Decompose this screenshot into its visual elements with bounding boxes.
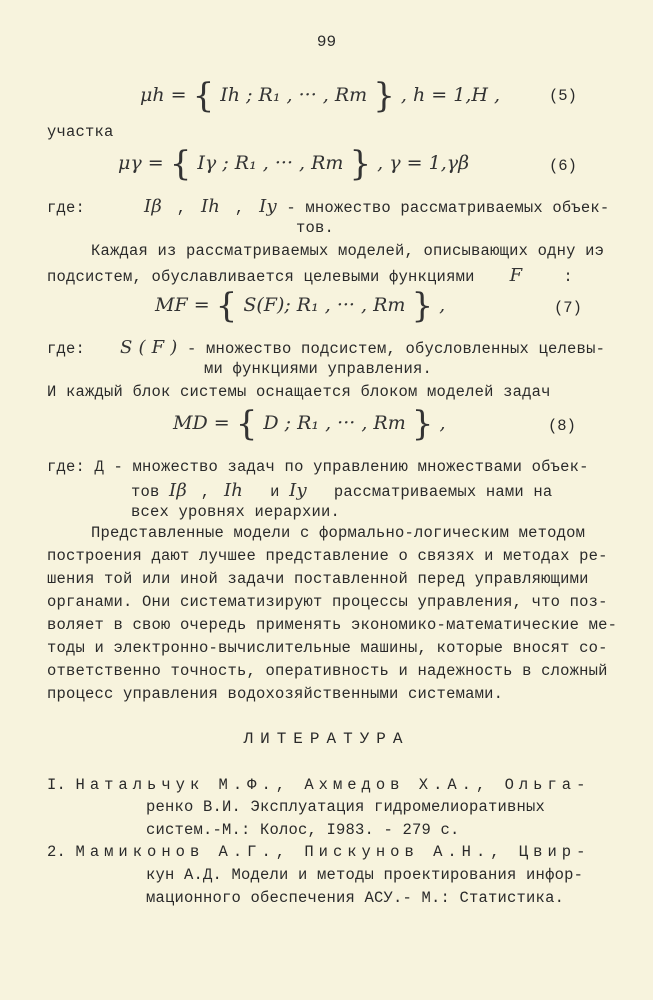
para2-line3: шения той или иной задачи поставленной перед управляющими: [47, 570, 589, 588]
where1-sym3: Iy: [259, 196, 277, 217]
ref2-line3: мационного обеспечения АСУ.- М.: Статистика.: [146, 889, 565, 907]
eq6-dots: , ··· ,: [262, 152, 306, 174]
para2-line7: ответственно точность, оперативность и надежность в сложный: [47, 662, 608, 680]
ref2-line2: кун А.Д. Модели и методы проектирования инфор-: [146, 866, 584, 884]
where3-tov: тов: [131, 483, 160, 501]
para2-line6: тоды и электронно-вычислительные машины, которые вносят со-: [47, 639, 608, 657]
eq5-tail: , h = 1,H ,: [400, 84, 501, 106]
eq8-lhs: MD: [173, 412, 208, 434]
where3-sym1: Iβ: [169, 480, 187, 501]
para2-line2: построения дают лучшее представление о связях и методах ре-: [47, 547, 608, 565]
eq7-open-brace: {: [215, 286, 238, 326]
where2-gde: где:: [47, 340, 86, 358]
block-line: И каждый блок системы оснащается блоком моделей задач: [47, 383, 551, 401]
eq6-lhs: μγ: [118, 152, 142, 174]
page-number: 99: [316, 33, 337, 51]
eq5-dots: , ··· ,: [286, 84, 329, 106]
ref1-line1: [47, 776, 590, 794]
eq6-r1: R₁: [234, 152, 257, 174]
eq5-close-brace: }: [373, 76, 395, 116]
where3-line1: [47, 458, 589, 476]
para1-line1: Каждая из рассматриваемых моделей, описывающих одну иэ: [91, 242, 605, 260]
para2-line1: Представленные модели с формально-логическим методом: [91, 524, 586, 542]
eq7-eq: =: [193, 294, 210, 316]
where3-sym3: Iy: [289, 480, 307, 501]
where2-sym: S ( F ): [120, 337, 178, 358]
where3-rest: рассматриваемых нами на: [333, 483, 553, 501]
para1-line2: [47, 265, 573, 286]
ref2-num: 2.: [47, 843, 67, 861]
eq8-tail: ,: [439, 412, 446, 434]
eq5-lhs: μh: [140, 84, 165, 106]
para1-sym-F: F: [509, 265, 523, 286]
eq6-set: Iγ: [197, 152, 217, 174]
eq8-open-brace: {: [235, 404, 258, 444]
para2-line8: процесс управления водохозяйственными системами.: [47, 685, 504, 703]
eq8-body: D ; R₁ , ··· , Rm: [263, 412, 406, 434]
eq6-close-brace: }: [349, 144, 372, 184]
equation-8: [173, 404, 446, 444]
equation-7: [155, 286, 445, 326]
where1-line: где: Iβ , Ih , Iy - множество рассматриваемых объек-: [47, 196, 610, 217]
eq7-number: (7): [554, 299, 582, 317]
eq5-set: Ih: [220, 84, 241, 106]
para2-line5: воляет в свою очередь применять экономико-математические ме-: [47, 616, 618, 634]
eq6-number: (6): [549, 157, 577, 175]
where1-sym1: Iβ: [144, 196, 162, 217]
eq8-number: (8): [548, 417, 576, 435]
where2-text: - множество подсистем, обусловленных целевы-: [187, 340, 606, 358]
eq6-eq: =: [147, 152, 164, 174]
where1-gde: где:: [47, 199, 86, 217]
where1-text: - множество рассматриваемых объек-: [286, 199, 610, 217]
eq5-sep: ;: [246, 84, 253, 106]
para1-colon: :: [563, 268, 573, 286]
eq5-r1: R₁: [258, 84, 281, 106]
eq6-sep: ;: [222, 152, 229, 174]
eq6-tail: , γ = 1,γβ: [377, 152, 470, 174]
equation-5: [140, 76, 500, 116]
eq7-tail: ,: [439, 294, 446, 316]
where3-gde: где:: [47, 458, 86, 476]
ref2-line1: [47, 843, 590, 861]
eq7-close-brace: }: [411, 286, 434, 326]
eq8-eq: =: [213, 412, 230, 434]
where2-cont: ми функциями управления.: [204, 360, 433, 378]
word-uchastka: участка: [47, 123, 114, 141]
ref1-line2: ренко В.И. Эксплуатация гидромелиоративных: [146, 798, 546, 816]
where1-sym2: Ih: [201, 196, 221, 217]
eq5-number: (5): [549, 87, 577, 105]
where3-line2: тов Iβ , Ih и Iy рассматриваемых нами на: [131, 480, 553, 501]
eq6-rm: Rm: [311, 152, 344, 174]
ref1-line3: систем.-М.: Колос, I983. - 279 с.: [146, 821, 460, 839]
where3-text: Д - множество задач по управлению множествами объек-: [94, 458, 589, 476]
where1-cont: тов.: [296, 219, 335, 237]
where2-line: [47, 337, 605, 358]
para2-line4: органами. Они систематизируют процессы управления, что поз-: [47, 593, 608, 611]
where3-line3: всех уровнях иерархии.: [131, 503, 341, 521]
para1-line2-text: подсистем, обуславливается целевыми функциями: [47, 268, 475, 286]
eq6-open-brace: {: [169, 144, 192, 184]
eq8-close-brace: }: [411, 404, 434, 444]
eq7-lhs: MF: [155, 294, 188, 316]
eq5-open-brace: {: [192, 76, 215, 116]
eq7-body: S(F); R₁ , ··· , Rm: [243, 294, 406, 316]
ref1-num: I.: [47, 776, 67, 794]
ref2-authors: Мамиконов А.Г., Пискунов А.Н., Цвир-: [75, 843, 591, 861]
equation-6: [118, 144, 469, 184]
ref1-authors: Натальчук М.Ф., Ахмедов Х.А., Ольга-: [75, 776, 591, 794]
literature-title: ЛИТЕРАТУРА: [243, 730, 410, 748]
where3-sym2: Ih: [223, 480, 244, 501]
eq5-eq: =: [170, 84, 187, 106]
where3-and: и: [270, 483, 280, 501]
eq5-rm: Rm: [334, 84, 368, 106]
